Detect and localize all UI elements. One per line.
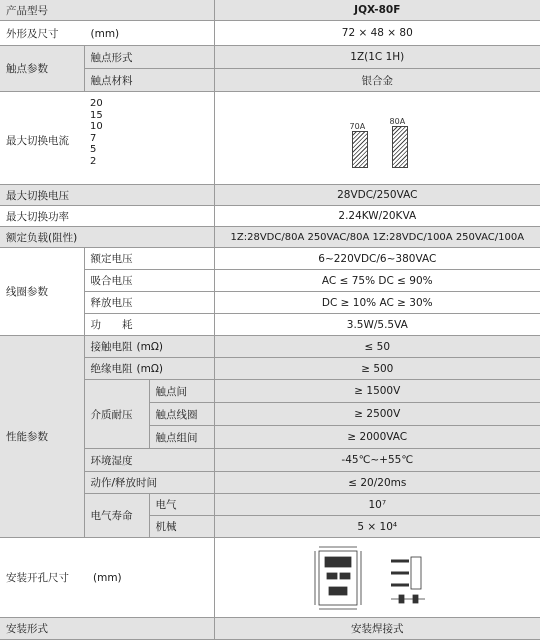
coil-release-label: 释放电压 [84,292,214,314]
life-label: 电气寿命 [84,494,149,538]
humidity-label: 环境湿度 [84,449,214,472]
coil-rated-label: 额定电压 [84,248,214,270]
life-mechanical-label: 机械 [149,516,214,538]
contact-group-label: 触点参数 [0,46,84,92]
insulation-resistance-cell [84,358,214,380]
dielectric-groups-value: ≥ 2000VAC [214,426,540,449]
current-bar-chart [215,92,540,184]
row-max-voltage [0,185,540,206]
max-current-label: 最大切换电流 [6,134,69,147]
life-electrical-label: 电气 [149,494,214,516]
dielectric-groups-label: 触点组间 [149,426,214,449]
dielectric-coil-value: ≥ 2500V [214,403,540,426]
coil-pickup-label: 吸合电压 [84,270,214,292]
max-current-cell [0,92,214,185]
mounting-type-value: 安装焊接式 [214,618,540,640]
max-voltage-label: 最大切换电压 [0,185,214,206]
rated-load-label: 额定负载(阻性) [0,227,214,248]
row-max-current [0,92,540,185]
model-value: JQX-80F [214,0,540,21]
life-electrical-value: 10⁷ [214,494,540,516]
dielectric-coil-label: 触点线圈 [149,403,214,426]
dielectric-contacts-label: 触点间 [149,380,214,403]
current-bar [392,126,408,168]
coil-pickup-value: AC ≤ 75% DC ≤ 90% [214,270,540,292]
dimensions-label: 外形及尺寸 [6,27,59,40]
row-contact-resistance [0,336,540,358]
tick-label: 2 [90,155,97,167]
current-bar-label: 70A [349,122,366,131]
max-current-ticks [90,98,103,167]
dimensions-cell [0,21,214,46]
tick-label: 5 [90,144,97,155]
tick-label: 7 [90,132,97,144]
contact-resistance-cell [84,336,214,358]
dimensions-value: 72 × 48 × 80 [214,21,540,46]
coil-power-value: 3.5W/5.5VA [214,314,540,336]
performance-group-label: 性能参数 [0,336,84,538]
row-max-power [0,206,540,227]
operate-time-label: 动作/释放时间 [84,472,214,494]
operate-time-value: ≤ 20/20ms [214,472,540,494]
mounting-hole-diagram-cell [214,538,540,618]
contact-resistance-unit: (mΩ) [136,341,163,353]
insulation-resistance-label: 绝缘电阻 [90,363,133,375]
mounting-hole-cell [0,538,214,618]
row-model [0,0,540,21]
contact-form-value: 1Z(1C 1H) [214,46,540,69]
insulation-resistance-unit: (mΩ) [136,363,163,375]
mounting-hole-unit: (mm) [93,572,122,584]
max-power-value: 2.24KW/20KVA [214,206,540,227]
row-rated-load [0,227,540,248]
row-dimensions [0,21,540,46]
tick-label: 20 [90,98,103,109]
row-contact-form [0,46,540,69]
current-bar [352,131,368,168]
mounting-hole-label: 安装开孔尺寸 [6,572,69,584]
dimensions-unit: (mm) [90,27,120,40]
coil-power-label: 功 耗 [84,314,214,336]
row-coil-rated [0,248,540,270]
mounting-type-label: 安装形式 [0,618,214,640]
contact-material-value: 银合金 [214,69,540,92]
model-label: 产品型号 [0,0,214,21]
tick-label: 10 [90,121,103,132]
dielectric-label: 介质耐压 [84,380,149,449]
contact-material-label: 触点材料 [84,69,214,92]
mounting-hole-diagram [307,543,447,613]
contact-form-label: 触点形式 [84,46,214,69]
max-power-label: 最大切换功率 [0,206,214,227]
max-current-chart [214,92,540,185]
coil-rated-value: 6~220VDC/6~380VAC [214,248,540,270]
tick-label: 15 [90,109,103,121]
dielectric-contacts-value: ≥ 1500V [214,380,540,403]
rated-load-value: 1Z:28VDC/80A 250VAC/80A 1Z:28VDC/100A 250VAC/100A [214,227,540,248]
row-mounting-type [0,618,540,640]
contact-resistance-label: 接触电阻 [90,341,133,353]
humidity-value: -45℃~+55℃ [214,449,540,472]
contact-resistance-value: ≤ 50 [214,336,540,358]
insulation-resistance-value: ≥ 500 [214,358,540,380]
max-voltage-value: 28VDC/250VAC [214,185,540,206]
coil-release-value: DC ≥ 10% AC ≥ 30% [214,292,540,314]
life-mechanical-value: 5 × 10⁴ [214,516,540,538]
row-mounting-hole [0,538,540,618]
current-bar-label: 80A [389,117,406,126]
coil-group-label: 线圈参数 [0,248,84,336]
